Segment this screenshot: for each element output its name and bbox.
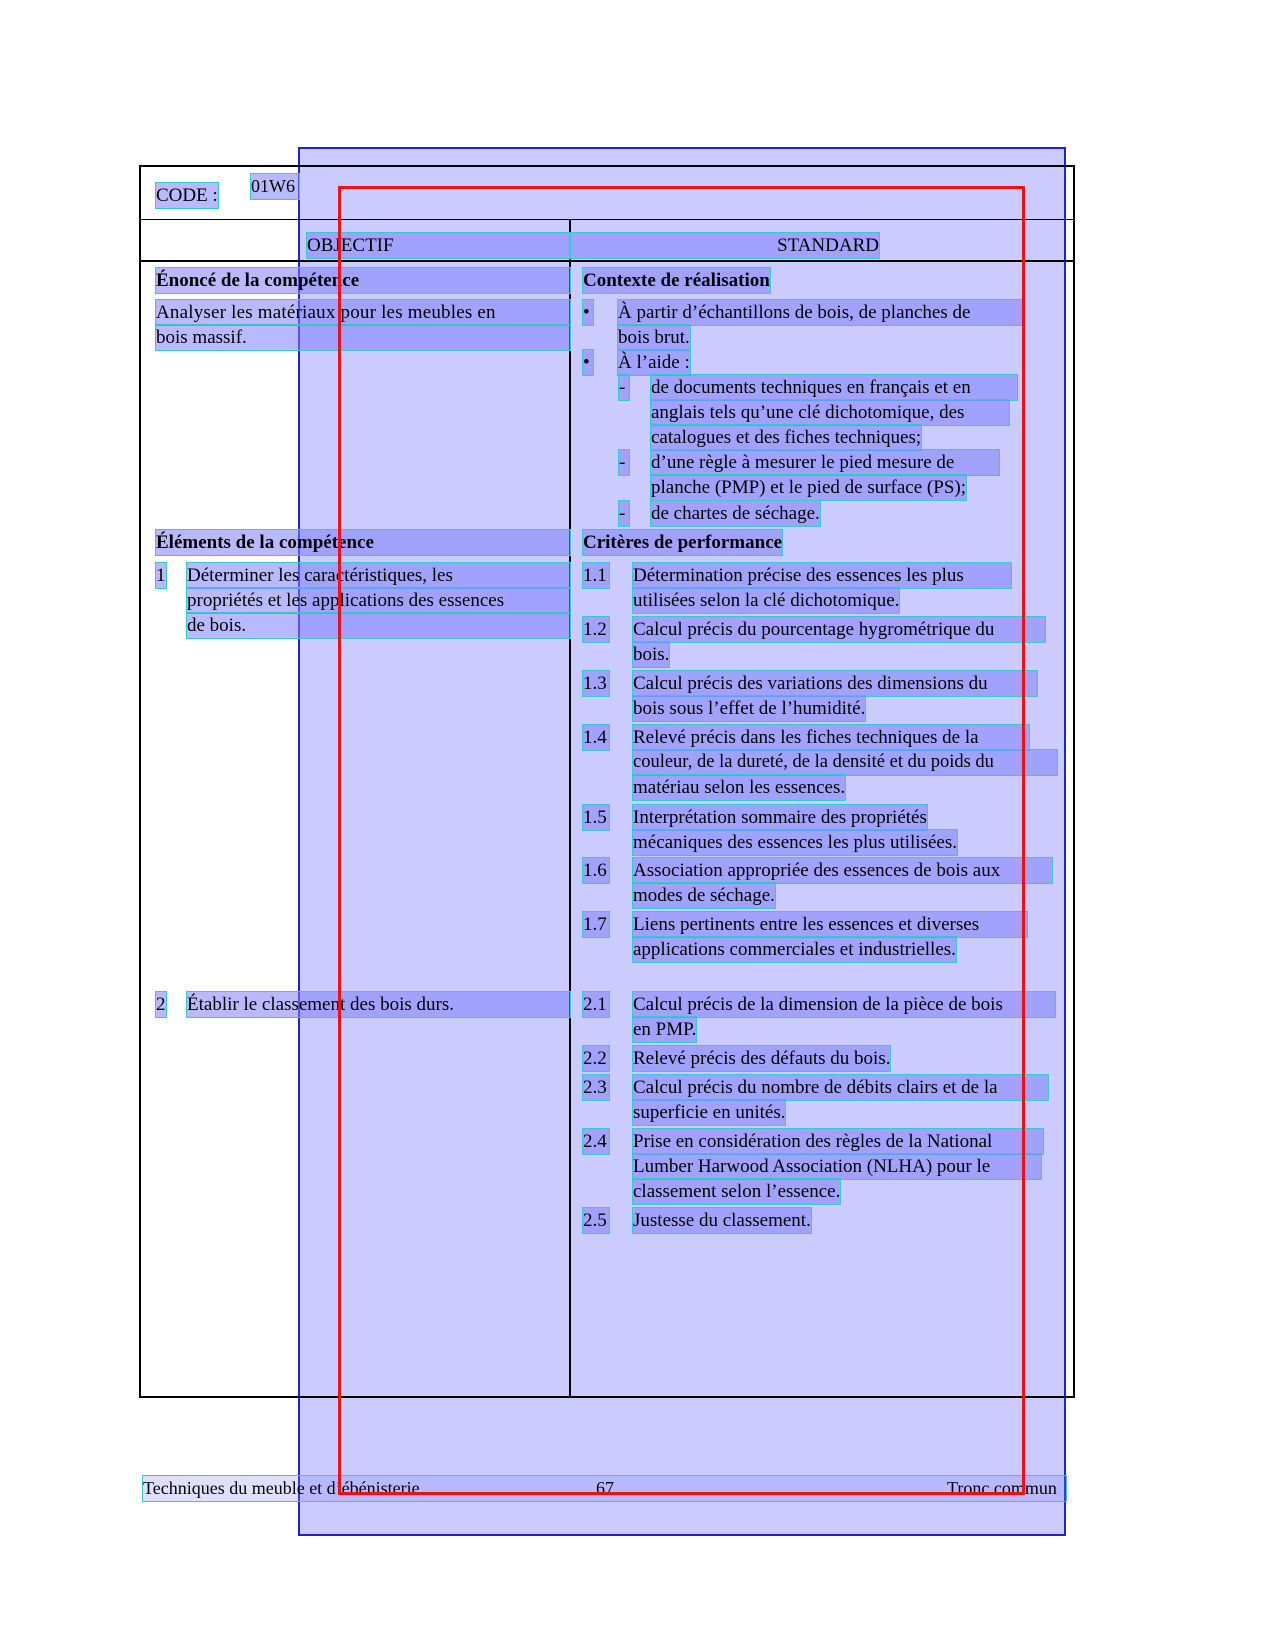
critere-2-4-line-2: Lumber Harwood Association (NLHA) pour le <box>633 1154 1041 1179</box>
critere-1-5-line-2: mécaniques des essences les plus utilisées. <box>633 832 957 853</box>
criteres-heading: Critères de performance <box>583 532 783 553</box>
critere-2-4-number: 2.4 <box>583 1129 609 1154</box>
element-2-number: 2 <box>156 994 166 1015</box>
critere-2-1-line-1: Calcul précis de la dimension de la pièce de bois <box>633 992 1055 1017</box>
critere-2-5-number: 2.5 <box>583 1208 609 1233</box>
enonce-heading: Énoncé de la compétence <box>156 268 570 293</box>
critere-1-3-number: 1.3 <box>583 671 609 696</box>
objectif-header: OBJECTIF <box>307 233 569 258</box>
critere-1-5-line-1: Interprétation sommaire des propriétés <box>633 807 927 828</box>
code-value: 01W6 <box>251 174 299 199</box>
contexte-bullet-1-line-1: À partir d’échantillons de bois, de planches de <box>618 300 1022 325</box>
element-2-line-1: Établir le classement des bois durs. <box>187 992 570 1017</box>
critere-2-3-number: 2.3 <box>583 1075 609 1100</box>
critere-1-3-line-1: Calcul précis des variations des dimensions du <box>633 671 1037 696</box>
contexte-sub-2-line-2: planche (PMP) et le pied de surface (PS); <box>651 477 966 498</box>
contexte-bullet-1-symbol: • <box>583 300 593 325</box>
critere-1-4-line-1: Relevé précis dans les fiches techniques de la <box>633 725 1029 750</box>
critere-1-6-line-1: Association appropriée des essences de bois aux <box>633 858 1052 883</box>
enonce-line-1: Analyser les matériaux pour les meubles en <box>156 300 570 325</box>
element-1-line-3: de bois. <box>187 613 570 638</box>
elements-heading: Éléments de la compétence <box>156 530 570 555</box>
critere-1-1-line-2: utilisées selon la clé dichotomique. <box>633 590 900 611</box>
critere-1-7-line-1: Liens pertinents entre les essences et diverses <box>633 912 1027 937</box>
contexte-sub-1-line-2: anglais tels qu’une clé dichotomique, des <box>651 400 1009 425</box>
critere-2-1-line-2: en PMP. <box>633 1019 697 1040</box>
critere-1-3-line-2: bois sous l’effet de l’humidité. <box>633 698 866 719</box>
contexte-sub-3-line-1: de chartes de séchage. <box>651 503 820 524</box>
contexte-sub-1-line-3: catalogues et des fiches techniques; <box>651 427 922 448</box>
critere-2-4-line-3: classement selon l’essence. <box>633 1181 841 1202</box>
critere-1-7-number: 1.7 <box>583 912 609 937</box>
region-outline-red <box>338 186 1025 1495</box>
footer-left: Techniques du meuble et d’ébénisterie <box>143 1476 1066 1501</box>
element-1-line-1: Déterminer les caractéristiques, les <box>187 563 570 588</box>
contexte-sub-2-dash: - <box>619 450 629 475</box>
critere-2-1-number: 2.1 <box>583 992 609 1017</box>
critere-2-3-line-1: Calcul précis du nombre de débits clairs et de la <box>633 1075 1048 1100</box>
code-label: CODE : <box>156 185 218 206</box>
contexte-sub-2-line-1: d’une règle à mesurer le pied mesure de <box>651 450 999 475</box>
standard-header: STANDARD <box>571 233 879 258</box>
footer-right: Tronc commun <box>947 1478 1057 1498</box>
contexte-sub-3-dash: - <box>619 501 629 526</box>
contexte-bullet-2: À l’aide : <box>618 352 690 373</box>
contexte-bullet-2-symbol: • <box>583 350 593 375</box>
critere-1-1-number: 1.1 <box>583 563 609 588</box>
contexte-bullet-1-line-2: bois brut. <box>618 327 690 348</box>
critere-1-1-line-1: Détermination précise des essences les plus <box>633 563 1011 588</box>
contexte-heading: Contexte de réalisation <box>583 270 770 291</box>
enonce-line-2: bois massif. <box>156 325 570 350</box>
critere-1-4-number: 1.4 <box>583 725 609 750</box>
critere-2-3-line-2: superficie en unités. <box>633 1102 786 1123</box>
element-1-number: 1 <box>156 565 166 586</box>
critere-2-2-number: 2.2 <box>583 1046 609 1071</box>
element-1-line-2: propriétés et les applications des essences <box>187 588 570 613</box>
critere-2-2-line-1: Relevé précis des défauts du bois. <box>633 1048 891 1069</box>
footer-page-number: 67 <box>596 1478 614 1498</box>
critere-1-2-line-2: bois. <box>633 644 670 665</box>
contexte-sub-1-line-1: de documents techniques en français et en <box>651 375 1017 400</box>
critere-1-6-line-2: modes de séchage. <box>633 885 775 906</box>
critere-1-7-line-2: applications commerciales et industrielles. <box>633 939 956 960</box>
critere-1-5-number: 1.5 <box>583 805 609 830</box>
critere-1-4-line-3: matériau selon les essences. <box>633 777 846 798</box>
critere-2-5-line-1: Justesse du classement. <box>633 1210 811 1231</box>
critere-1-2-number: 1.2 <box>583 617 609 642</box>
critere-1-6-number: 1.6 <box>583 858 609 883</box>
contexte-sub-1-dash: - <box>619 375 629 400</box>
critere-1-4-line-2: couleur, de la dureté, de la densité et du poids du <box>633 750 1057 775</box>
critere-1-2-line-1: Calcul précis du pourcentage hygrométrique du <box>633 617 1045 642</box>
critere-2-4-line-1: Prise en considération des règles de la National <box>633 1129 1043 1154</box>
